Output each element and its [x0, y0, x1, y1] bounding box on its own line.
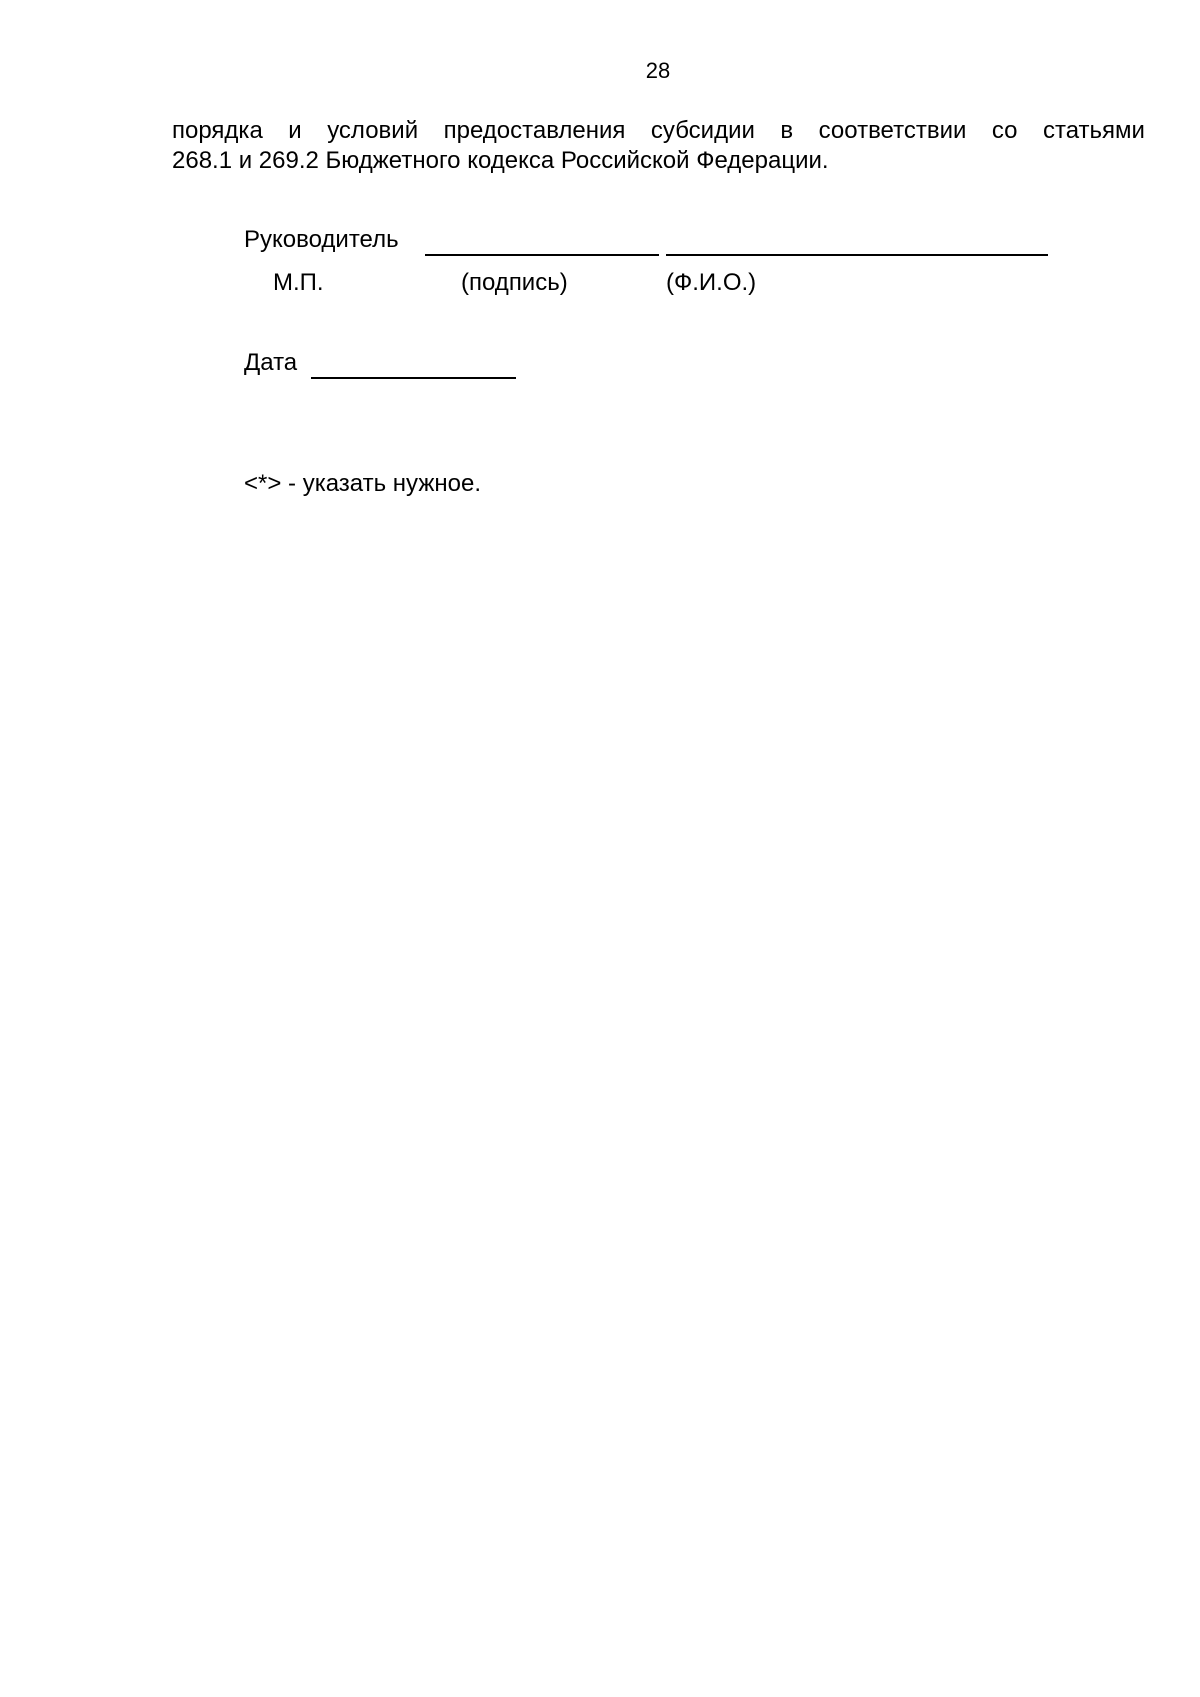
signature-caption: (подпись) — [461, 269, 568, 296]
footnote: <*> - указать нужное. — [244, 470, 481, 497]
date-label: Дата — [244, 349, 298, 376]
paragraph-line-1 — [172, 117, 1145, 145]
seal-caption: М.П. — [273, 269, 324, 296]
word: порядка — [172, 117, 263, 144]
date-blank-line[interactable] — [311, 377, 516, 379]
word: субсидии — [650, 117, 755, 144]
page-number: 28 — [645, 58, 671, 83]
signature-label: Руководитель — [244, 226, 399, 253]
word: предоставления — [443, 117, 626, 144]
word: статьями — [1043, 117, 1145, 144]
full-name-blank-line[interactable] — [666, 254, 1048, 256]
full-name-caption: (Ф.И.О.) — [666, 269, 757, 296]
word: условий — [327, 117, 419, 144]
word: и — [288, 117, 302, 144]
word: соответствии — [818, 117, 967, 144]
paragraph-line-2: 268.1 и 269.2 Бюджетного кодекса Российской Федерации. — [172, 147, 829, 174]
word: в — [780, 117, 794, 144]
signature-blank-line[interactable] — [425, 254, 659, 256]
word: со — [991, 117, 1018, 144]
